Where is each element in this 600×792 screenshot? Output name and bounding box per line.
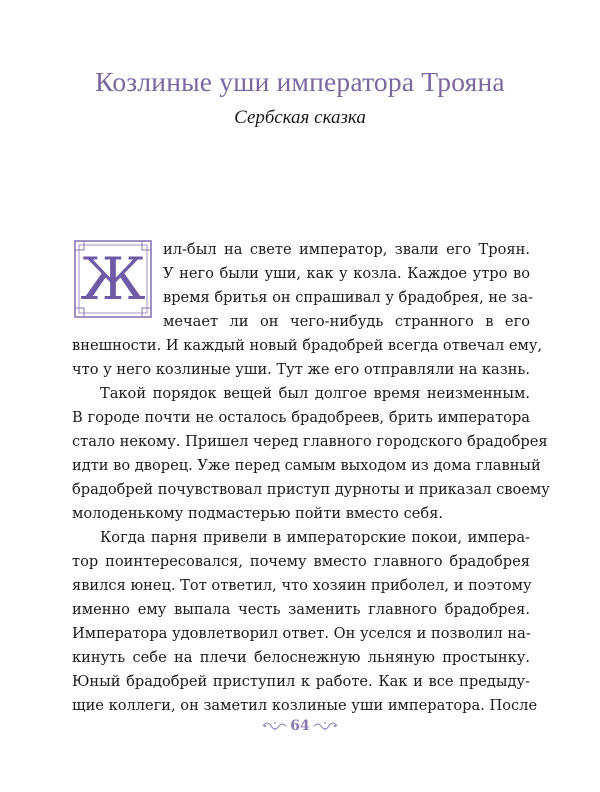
text-line: время бритья он спрашивал у брадобрея, не за- (163, 289, 533, 306)
story-subtitle: Сербская сказка (234, 107, 366, 128)
text-line: что у него козлиные уши. Тут же его отправляли на казнь. (72, 361, 531, 378)
text-line: кинуть себе на плечи белоснежную льняную простынку. (72, 649, 530, 666)
dropcap-letter: Ж (80, 245, 146, 313)
text-line: стало некому. Пришел черед главного городского брадобрея (72, 433, 548, 450)
text-line: именно ему выпала честь заменить главного брадобрея. (72, 601, 530, 618)
ornament-right-icon (312, 719, 338, 733)
page-number: 64 (290, 718, 310, 734)
text-line: Юный брадобрей приступил к работе. Как и все предыду- (72, 673, 530, 690)
text-line: внешности. И каждый новый брадобрей всегда отвечал ему, (72, 337, 543, 354)
text-line: молоденькому подмастерью пойти вместо себя. (72, 505, 444, 522)
text-line: Императора удовлетворил ответ. Он уселся и позволил на- (72, 625, 531, 642)
text-line: мечает ли он чего-нибудь странного в его (163, 313, 530, 330)
text-line: В городе почти не осталось брадобреев, брить императора (72, 409, 530, 426)
page-footer (0, 716, 600, 740)
text-line: Когда парня привели в императорские покои, импера- (100, 529, 530, 546)
text-line: У него были уши, как у козла. Каждое утро во (163, 265, 530, 282)
dropcap (72, 238, 154, 320)
text-line: тор поинтересовался, почему вместо главного брадобрея (72, 553, 530, 570)
story-title: Козлиные уши императора Трояна (95, 66, 505, 97)
text-line: идти во дворец. Уже перед самым выходом из дома главный (72, 457, 541, 474)
text-line: Такой порядок вещей был долгое время неизменным. (100, 385, 530, 402)
text-line: ил-был на свете император, звали его Троян. (163, 241, 530, 258)
text-line: брадобрей почувствовал приступ дурноты и приказал своему (72, 481, 550, 498)
text-line: щие коллеги, он заметил козлиные уши императора. После (72, 697, 538, 714)
text-line: явился юнец. Тот ответил, что хозяин приболел, и поэтому (72, 577, 532, 594)
